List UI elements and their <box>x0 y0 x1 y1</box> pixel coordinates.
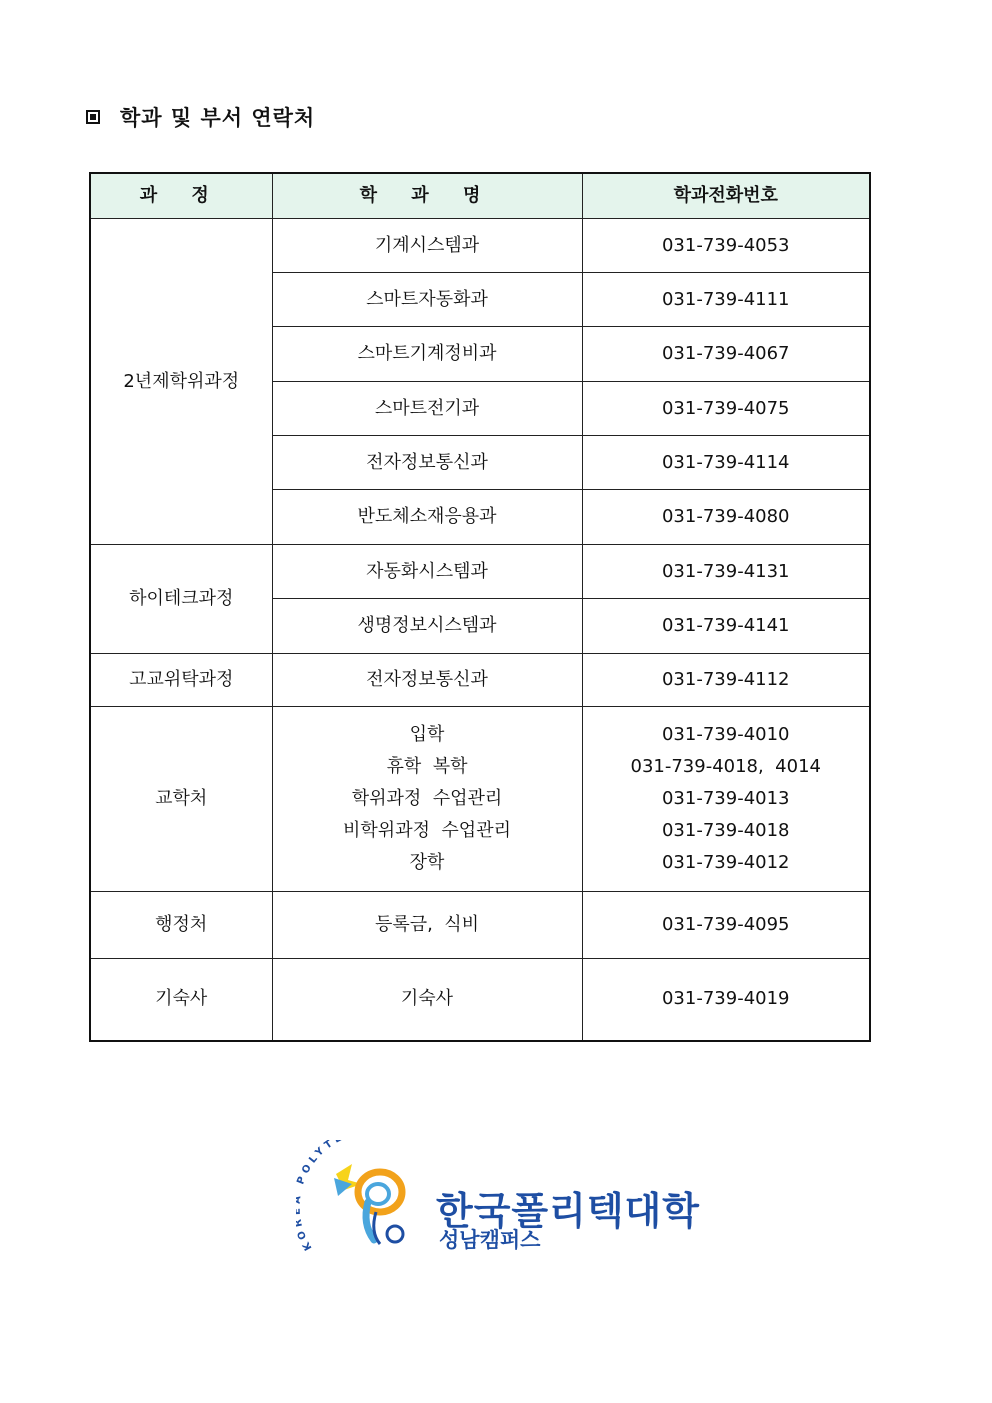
course-cell: 하이테크과정 <box>90 545 272 654</box>
column-header-course: 과 정 <box>90 173 272 219</box>
phone-cell: 031-739-4131 <box>582 545 870 599</box>
table-row <box>90 892 870 959</box>
course-cell: 교학처 <box>90 707 272 892</box>
column-header-phone: 학과전화번호 <box>582 173 870 219</box>
course-cell: 기숙사 <box>90 959 272 1041</box>
square-bullet-icon <box>86 110 100 124</box>
phone-cell: 031-739-4141 <box>582 599 870 654</box>
phone-list-cell <box>582 707 870 892</box>
course-cell: 행정처 <box>90 892 272 959</box>
table-row <box>90 654 870 707</box>
polytechnics-emblem-icon <box>296 1140 441 1260</box>
dept-cell: 전자정보통신과 <box>272 654 582 707</box>
dept-cell: 기계시스템과 <box>272 219 582 273</box>
dept-cell: 스마트자동화과 <box>272 273 582 327</box>
phone-line: 031-739-4010 <box>661 724 790 745</box>
phone-cell: 031-739-4067 <box>582 327 870 382</box>
university-logo <box>296 1140 700 1260</box>
phone-line: 031-739-4012 <box>661 852 790 873</box>
emblem-arc-text: K POLYT <box>296 1140 338 1253</box>
dept-cell: 스마트전기과 <box>272 382 582 436</box>
phone-cell: 031-739-4111 <box>582 273 870 327</box>
table-row <box>90 545 870 599</box>
phone-line: 031-739-4018, 4014 <box>630 756 821 777</box>
column-header-department: 학 과 명 <box>272 173 582 219</box>
dept-line: 휴학 복학 <box>386 756 468 777</box>
course-cell: 2년제학위과정 <box>90 219 272 545</box>
phone-cell: 031-739-4095 <box>582 892 870 959</box>
phone-cell: 031-739-4019 <box>582 959 870 1041</box>
dept-list-cell <box>272 707 582 892</box>
phone-cell: 031-739-4112 <box>582 654 870 707</box>
table-header-row <box>90 173 870 219</box>
dept-line: 학위과정 수업관리 <box>351 788 503 809</box>
table-row <box>90 959 870 1041</box>
dept-cell: 자동화시스템과 <box>272 545 582 599</box>
course-cell: 고교위탁과정 <box>90 654 272 707</box>
dept-cell: 생명정보시스템과 <box>272 599 582 654</box>
dept-cell: 반도체소재응용과 <box>272 490 582 545</box>
dept-cell: 전자정보통신과 <box>272 436 582 490</box>
dept-line: 장학 <box>409 852 445 873</box>
phone-cell: 031-739-4053 <box>582 219 870 273</box>
table-row <box>90 707 870 892</box>
section-heading <box>86 102 315 132</box>
phone-cell: 031-739-4080 <box>582 490 870 545</box>
phone-cell: 031-739-4114 <box>582 436 870 490</box>
dept-cell: 등록금, 식비 <box>272 892 582 959</box>
heading-text: 학과 및 부서 연락처 <box>120 106 316 130</box>
phone-line: 031-739-4018 <box>661 820 790 841</box>
campus-name: 성남캠퍼스 <box>439 1228 541 1252</box>
phone-line: 031-739-4013 <box>661 788 790 809</box>
table-row <box>90 219 870 273</box>
dept-cell: 기숙사 <box>272 959 582 1041</box>
dept-line: 비학위과정 수업관리 <box>343 820 511 841</box>
dept-line: 입학 <box>409 724 445 745</box>
university-name: 한국폴리텍대학 <box>436 1189 700 1233</box>
dept-cell: 스마트기계정비과 <box>272 327 582 382</box>
phone-cell: 031-739-4075 <box>582 382 870 436</box>
contacts-table <box>89 172 871 1042</box>
